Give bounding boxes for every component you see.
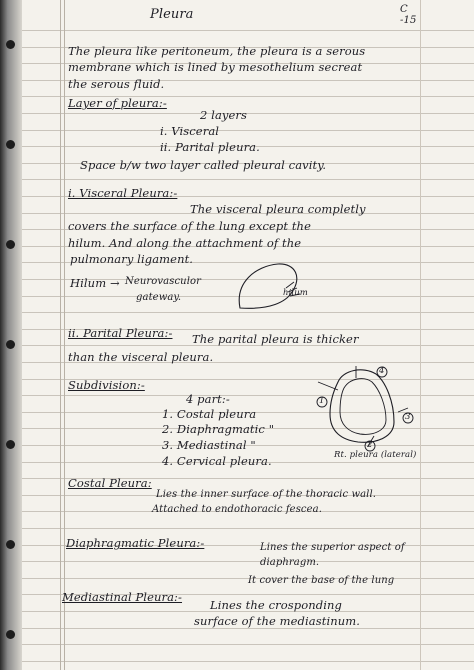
visceral-heading: i. Visceral Pleura:- (68, 186, 178, 200)
parietal-heading: ii. Parital Pleura:- (68, 326, 173, 340)
costal-line: Lies the inner surface of the thoracic wall. (156, 489, 377, 500)
pleura-subdivision-diagram (308, 362, 418, 452)
page-title: Pleura (150, 7, 194, 22)
ruled-line (22, 644, 474, 645)
visceral-line: covers the surface of the lung except the (68, 219, 311, 233)
diagram-caption: Rt. pleura (lateral) (334, 450, 417, 460)
intro-line: The pleura like peritoneum, the pleura is a serous (68, 44, 366, 58)
pleural-cavity-note: Space b/w two layer called pleural cavity. (80, 158, 327, 172)
binding-hole (6, 630, 15, 639)
diaphragmatic-line: It cover the base of the lung (248, 575, 395, 586)
mediastinal-line: Lines the crosponding (210, 598, 342, 612)
ruled-line (22, 113, 474, 114)
ruled-line (22, 130, 474, 131)
binding-hole (6, 40, 15, 49)
binding-hole (6, 540, 15, 549)
diagram-number: 1 (319, 396, 325, 406)
spiral-binding (0, 0, 22, 670)
left-margin-line-inner (64, 0, 65, 670)
diagram-number: 2 (367, 440, 373, 450)
intro-line: membrane which is lined by mesothelium secreat (68, 60, 363, 74)
binding-hole (6, 340, 15, 349)
mediastinal-heading: Mediastinal Pleura:- (62, 590, 183, 604)
binding-hole (6, 140, 15, 149)
layer-item: i. Visceral (160, 124, 220, 138)
ruled-line (22, 661, 474, 662)
hilum-figure-label: hilum (283, 288, 308, 298)
subdivision-item: 1. Costal pleura (162, 407, 257, 421)
subdivision-item: 2. Diaphragmatic " (162, 422, 275, 436)
subdivision-item: 4. Cervical pleura. (162, 454, 272, 468)
lung-hilum-sketch (230, 258, 330, 318)
visceral-line: pulmonary ligament. (70, 252, 194, 266)
hilum-text: gateway. (136, 292, 182, 303)
costal-line: Attached to endothoracic fescea. (152, 504, 322, 515)
visceral-line: hilum. And along the attachment of the (68, 236, 302, 250)
diaphragmatic-line: diaphragm. (260, 557, 320, 568)
mediastinal-line: surface of the mediastinum. (194, 614, 361, 628)
parietal-line: than the visceral pleura. (68, 350, 214, 364)
subdivision-item: 3. Mediastinal " (162, 438, 256, 452)
parietal-line: The parital pleura is thicker (192, 332, 359, 346)
ruled-line (22, 628, 474, 629)
diagram-number: 3 (405, 412, 411, 422)
ruled-line (22, 561, 474, 562)
corner-mark: C -15 (400, 4, 417, 26)
diagram-number: 4 (379, 366, 385, 376)
binding-hole (6, 240, 15, 249)
intro-line: the serous fluid. (68, 77, 165, 91)
visceral-line: The visceral pleura completly (190, 202, 366, 216)
subdivision-count: 4 part:- (186, 392, 230, 406)
layer-item: ii. Parital pleura. (160, 140, 260, 154)
subdivision-heading: Subdivision:- (68, 378, 145, 392)
diaphragmatic-heading: Diaphragmatic Pleura:- (66, 536, 205, 550)
ruled-line (22, 30, 474, 31)
layers-heading: Layer of pleura:- (68, 96, 167, 110)
costal-heading: Costal Pleura: (68, 476, 152, 490)
hilum-text: Neurovasculor (125, 276, 201, 287)
diaphragmatic-line: Lines the superior aspect of (260, 542, 405, 553)
ruled-line (22, 179, 474, 180)
left-margin-line (60, 0, 61, 670)
layers-count: 2 layers (200, 108, 248, 122)
ruled-line (22, 528, 474, 529)
right-margin-line (420, 0, 421, 670)
hilum-label: Hilum → (70, 276, 120, 290)
binding-hole (6, 440, 15, 449)
